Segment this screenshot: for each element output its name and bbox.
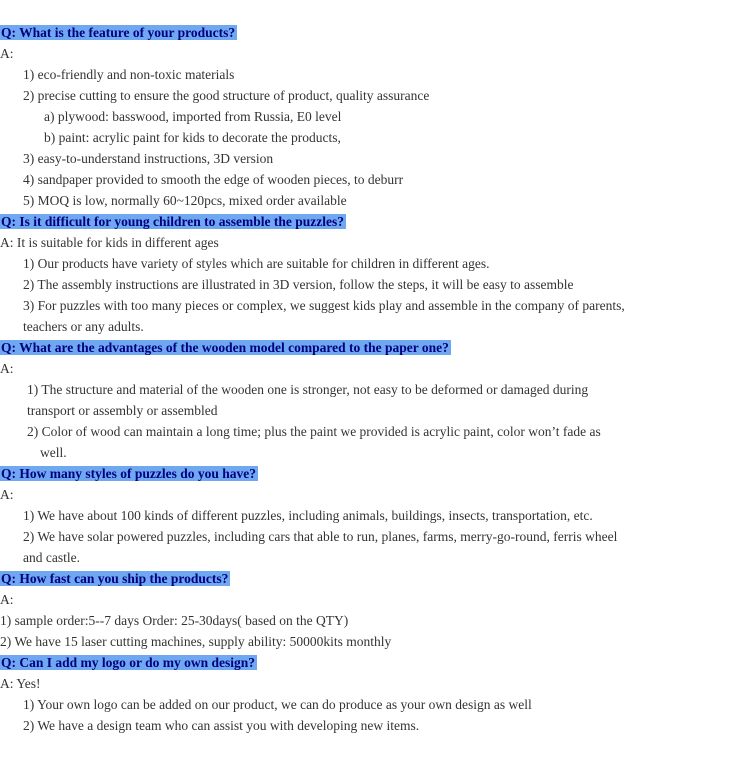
list-subitem: b) paint: acrylic paint for kids to decorate the products, xyxy=(44,130,341,145)
faq-answer-2: A: It is suitable for kids in different ages xyxy=(0,235,219,250)
list-item-continuation: well. xyxy=(40,445,67,460)
list-item: 5) MOQ is low, normally 60~120pcs, mixed order available xyxy=(23,193,347,208)
faq-answer-1: A: xyxy=(0,46,14,61)
faq-question-2 xyxy=(0,211,346,232)
list-item: 1) Our products have variety of styles which are suitable for children in different ages. xyxy=(23,256,490,271)
list-item: 3) easy-to-understand instructions, 3D version xyxy=(23,151,274,166)
list-subitem: a) plywood: basswood, imported from Russia, E0 level xyxy=(44,109,342,124)
question-highlight: Q: Is it difficult for young children to assemble the puzzles? xyxy=(1,214,344,229)
list-item: 1) eco-friendly and non-toxic materials xyxy=(23,67,235,82)
list-item: 2) We have a design team who can assist you with developing new items. xyxy=(23,718,420,733)
list-item-continuation: and castle. xyxy=(23,550,80,565)
faq-question-1 xyxy=(0,22,237,43)
list-item: 2) Color of wood can maintain a long time; plus the paint we provided is acrylic paint, color won’t fade as xyxy=(27,424,601,439)
faq-answer-5: A: xyxy=(0,592,14,607)
faq-question-6 xyxy=(0,652,257,673)
question-highlight: Q: What is the feature of your products? xyxy=(1,25,236,40)
faq-question-4 xyxy=(0,463,258,484)
faq-answer-3: A: xyxy=(0,361,14,376)
list-item-continuation: transport or assembly or assembled xyxy=(27,403,218,418)
faq-question-3 xyxy=(0,337,451,358)
question-highlight: Q: How fast can you ship the products? xyxy=(1,571,229,586)
faq-answer-6: A: Yes! xyxy=(0,676,41,691)
faq-answer-4: A: xyxy=(0,487,14,502)
list-item: 2) The assembly instructions are illustrated in 3D version, follow the steps, it will be easy to assemble xyxy=(23,277,574,292)
question-highlight: Q: How many styles of puzzles do you have? xyxy=(1,466,257,481)
list-item: 4) sandpaper provided to smooth the edge of wooden pieces, to deburr xyxy=(23,172,404,187)
question-highlight: Q: Can I add my logo or do my own design? xyxy=(1,655,256,670)
list-item: 1) Your own logo can be added on our product, we can do produce as your own design as well xyxy=(23,697,532,712)
list-item: 3) For puzzles with too many pieces or complex, we suggest kids play and assemble in the company of parents, xyxy=(23,298,625,313)
list-item: 2) precise cutting to ensure the good structure of product, quality assurance xyxy=(23,88,430,103)
list-item: 2) We have solar powered puzzles, including cars that able to run, planes, farms, merry-go-round, ferris wheel xyxy=(23,529,618,544)
list-item: 1) The structure and material of the wooden one is stronger, not easy to be deformed or damaged during xyxy=(27,382,589,397)
list-item: 1) We have about 100 kinds of different puzzles, including animals, buildings, insects, transportation, etc. xyxy=(23,508,593,523)
faq-question-5 xyxy=(0,568,230,589)
list-item-continuation: teachers or any adults. xyxy=(23,319,144,334)
list-item: 1) sample order:5--7 days Order: 25-30days( based on the QTY) xyxy=(0,613,349,628)
list-item: 2) We have 15 laser cutting machines, supply ability: 50000kits monthly xyxy=(0,634,392,649)
question-highlight: Q: What are the advantages of the wooden model compared to the paper one? xyxy=(1,340,449,355)
